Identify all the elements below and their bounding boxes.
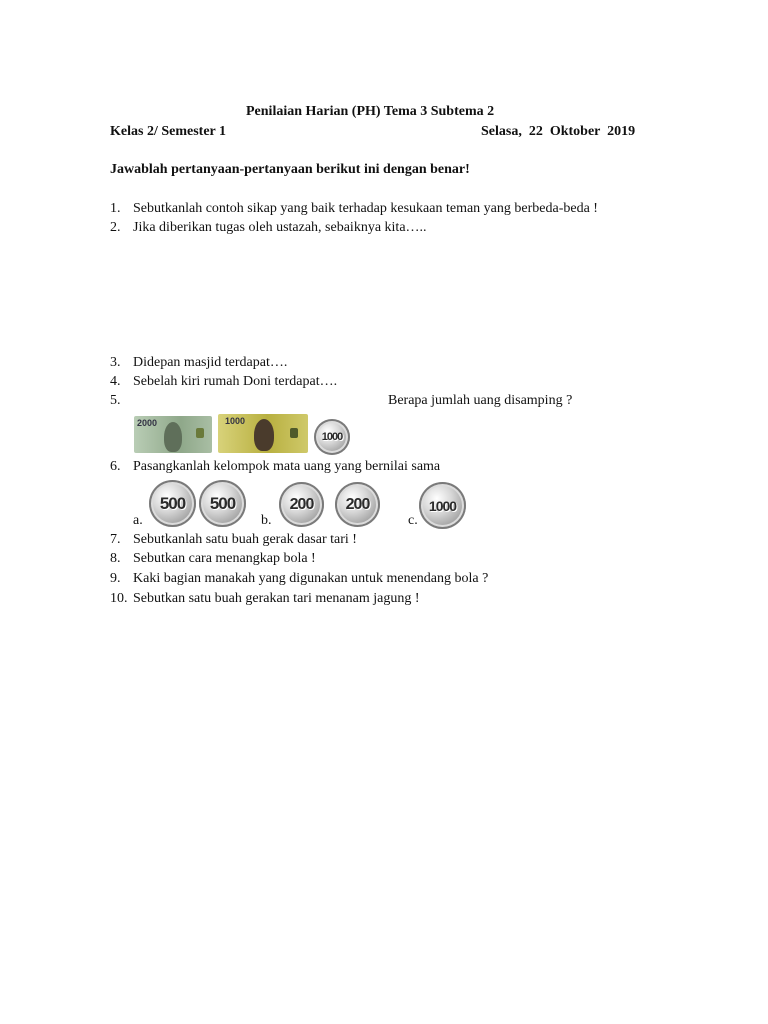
banknote-value: 1000	[225, 416, 246, 426]
question-text: Sebutkanlah satu buah gerak dasar tari !	[133, 532, 357, 547]
page-title: Penilaian Harian (PH) Tema 3 Subtema 2	[246, 104, 495, 119]
question-number: 6.	[110, 459, 121, 474]
coin-value: 1000	[321, 431, 343, 443]
question-text: Sebelah kiri rumah Doni terdapat….	[133, 374, 338, 389]
banknote-2000	[134, 416, 212, 453]
question-number: 2.	[110, 220, 121, 235]
question-number: 5.	[110, 393, 121, 408]
coin-value: 500	[159, 493, 186, 513]
banknote-1000	[218, 414, 308, 453]
question-text: Berapa jumlah uang disamping ?	[388, 393, 573, 408]
instruction: Jawablah pertanyaan-pertanyaan berikut ini dengan benar!	[110, 162, 470, 177]
coin-value: 200	[345, 495, 370, 513]
question-number: 3.	[110, 355, 121, 370]
coin-value: 200	[289, 495, 314, 513]
question-text: Sebutkanlah contoh sikap yang baik terhadap kesukaan teman yang berbeda-beda !	[133, 201, 598, 216]
question-text: Jika diberikan tugas oleh ustazah, sebaiknya kita…..	[133, 220, 427, 235]
question-text: Didepan masjid terdapat….	[133, 355, 288, 370]
banknote-value: 2000	[137, 418, 158, 428]
coin-200	[335, 482, 380, 527]
coin-value: 1000	[428, 497, 457, 514]
coin-200	[279, 482, 324, 527]
option-b-label: b.	[261, 513, 272, 528]
question-text: Pasangkanlah kelompok mata uang yang bernilai sama	[133, 459, 441, 474]
question-number: 10.	[110, 591, 128, 606]
question-number: 9.	[110, 571, 121, 586]
question-text: Sebutkan satu buah gerakan tari menanam jagung !	[133, 591, 420, 606]
class-semester: Kelas 2/ Semester 1	[110, 124, 226, 139]
option-a-label: a.	[133, 513, 143, 528]
question-number: 7.	[110, 532, 121, 547]
coin-500	[149, 480, 196, 527]
emblem-icon	[196, 428, 204, 438]
question-text: Sebutkan cara menangkap bola !	[133, 551, 316, 566]
coin-value: 500	[209, 493, 236, 513]
question-text: Kaki bagian manakah yang digunakan untuk menendang bola ?	[133, 571, 489, 586]
portrait-icon	[164, 422, 182, 452]
question-number: 4.	[110, 374, 121, 389]
coin-500	[199, 480, 246, 527]
coin-1000	[419, 482, 466, 529]
coin-1000	[314, 419, 350, 455]
question-number: 8.	[110, 551, 121, 566]
option-c-label: c.	[408, 513, 418, 528]
question-number: 1.	[110, 201, 121, 216]
portrait-icon	[254, 419, 274, 451]
emblem-icon	[290, 428, 298, 438]
exam-date: Selasa, 22 Oktober 2019	[481, 124, 636, 139]
